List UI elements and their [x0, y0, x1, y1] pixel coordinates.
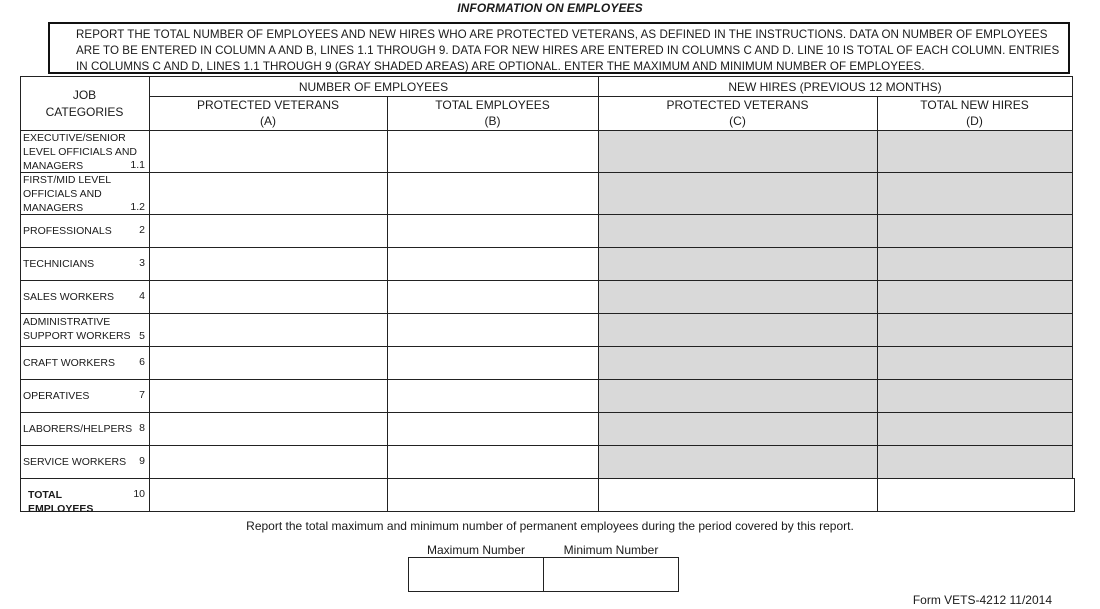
job-category-label: SERVICE WORKERS [23, 456, 127, 468]
entry-cell-c[interactable] [598, 346, 878, 380]
column-code-d: (D) [966, 114, 983, 128]
line-number: 3 [139, 257, 145, 269]
entry-cell-c[interactable] [598, 412, 878, 446]
entry-cell-a[interactable] [149, 478, 388, 512]
entry-cell-c[interactable] [598, 445, 878, 479]
column-title-d: TOTAL NEW HIRES [920, 98, 1029, 112]
job-category-label: CRAFT WORKERS [23, 357, 115, 369]
entry-cell-c[interactable] [598, 172, 878, 215]
column-code-c: (C) [729, 114, 746, 128]
entry-cell-d[interactable] [877, 247, 1073, 281]
minimum-number-label: Minimum Number [563, 543, 659, 557]
job-category-label: ADMINISTRATIVE SUPPORT WORKERS [23, 316, 131, 342]
entry-cell-d[interactable] [877, 214, 1073, 248]
entry-cell-a[interactable] [149, 172, 388, 215]
job-category-label: EXECUTIVE/SENIOR LEVEL OFFICIALS AND MANAGERS [23, 132, 137, 172]
number-of-employees-header: NUMBER OF EMPLOYEES [298, 80, 449, 94]
entry-cell-a[interactable] [149, 346, 388, 380]
entry-cell-a[interactable] [149, 445, 388, 479]
entry-cell-d[interactable] [877, 445, 1073, 479]
entry-cell-d[interactable] [877, 478, 1075, 512]
entry-cell-b[interactable] [387, 280, 599, 314]
entry-cell-b[interactable] [387, 478, 599, 512]
entry-cell-b[interactable] [387, 412, 599, 446]
column-code-b: (B) [484, 114, 501, 128]
form-identifier: Form VETS-4212 11/2014 [912, 593, 1052, 607]
entry-cell-b[interactable] [387, 346, 599, 380]
column-code-a: (A) [260, 114, 276, 128]
entry-cell-b[interactable] [387, 247, 599, 281]
entry-cell-a[interactable] [149, 412, 388, 446]
entry-cell-c[interactable] [598, 313, 878, 347]
entry-cell-c[interactable] [598, 379, 878, 413]
column-title-b: TOTAL EMPLOYEES [435, 98, 550, 112]
entry-cell-c[interactable] [598, 214, 878, 248]
entry-cell-c[interactable] [598, 130, 878, 173]
entry-cell-d[interactable] [877, 280, 1073, 314]
entry-cell-c[interactable] [598, 247, 878, 281]
job-category-label: FIRST/MID LEVEL OFFICIALS AND MANAGERS [23, 174, 111, 214]
entry-cell-a[interactable] [149, 379, 388, 413]
entry-cell-a[interactable] [149, 130, 388, 173]
entry-cell-b[interactable] [387, 379, 599, 413]
entry-cell-b[interactable] [387, 130, 599, 173]
line-number: 4 [139, 290, 145, 302]
entry-cell-b[interactable] [387, 445, 599, 479]
new-hires-header: NEW HIRES (PREVIOUS 12 MONTHS) [728, 80, 942, 94]
column-title-a: PROTECTED VETERANS [196, 98, 340, 112]
entry-cell-d[interactable] [877, 346, 1073, 380]
entry-cell-b[interactable] [387, 172, 599, 215]
entry-cell-a[interactable] [149, 313, 388, 347]
instructions-box: REPORT THE TOTAL NUMBER OF EMPLOYEES AND NEW HIRES WHO ARE PROTECTED VETERANS, AS DEFINED IN THE INSTRUCTIONS. DATA ON NUMBER OF EMPLOYEES ARE TO BE ENTERED IN COLUMN A AND B, LINES 1.1 THROUGH 9. DATA FOR NEW HIRES ARE ENTERED IN COLUMNS C AND D. LINE 10 IS TOTAL OF EACH COLUMN. ENTRIES IN COLUMNS C AND D, LINES 1.1 THROUGH 9 (GRAY SHADED AREAS) ARE OPTIONAL. ENTER THE MAXIMUM AND MINIMUM NUMBER OF EMPLOYEES. [48, 22, 1070, 74]
job-category-label: SALES WORKERS [23, 291, 115, 303]
job-categories-header: JOB CATEGORIES [45, 88, 124, 119]
minimum-number-input[interactable] [543, 557, 679, 592]
entry-cell-a[interactable] [149, 280, 388, 314]
entry-cell-d[interactable] [877, 313, 1073, 347]
entry-cell-d[interactable] [877, 130, 1073, 173]
form-title: INFORMATION ON EMPLOYEES [457, 1, 643, 15]
entry-cell-d[interactable] [877, 379, 1073, 413]
entry-cell-d[interactable] [877, 412, 1073, 446]
line-number: 2 [139, 224, 145, 236]
job-category-label: LABORERS/HELPERS [23, 423, 133, 435]
line-number: 9 [139, 455, 145, 467]
entry-cell-a[interactable] [149, 214, 388, 248]
job-category-label: OPERATIVES [23, 390, 90, 402]
maximum-number-input[interactable] [408, 557, 544, 592]
entry-cell-d[interactable] [877, 172, 1073, 215]
entry-cell-a[interactable] [149, 247, 388, 281]
entry-cell-b[interactable] [387, 214, 599, 248]
line-number: 5 [139, 330, 145, 342]
line-number: 10 [133, 488, 145, 500]
job-category-label: TECHNICIANS [23, 258, 95, 270]
line-number: 6 [139, 356, 145, 368]
maximum-number-label: Maximum Number [426, 543, 525, 557]
entry-cell-b[interactable] [387, 313, 599, 347]
job-category-label: TOTAL EMPLOYEES [28, 489, 94, 515]
entry-cell-c[interactable] [598, 478, 878, 512]
min-max-prompt: Report the total maximum and minimum number of permanent employees during the period covered by this report. [246, 519, 854, 533]
line-number: 8 [139, 422, 145, 434]
line-number: 7 [139, 389, 145, 401]
line-number: 1.2 [130, 201, 145, 213]
job-category-label: PROFESSIONALS [23, 225, 112, 237]
line-number: 1.1 [130, 159, 145, 171]
column-title-c: PROTECTED VETERANS [666, 98, 809, 112]
entry-cell-c[interactable] [598, 280, 878, 314]
